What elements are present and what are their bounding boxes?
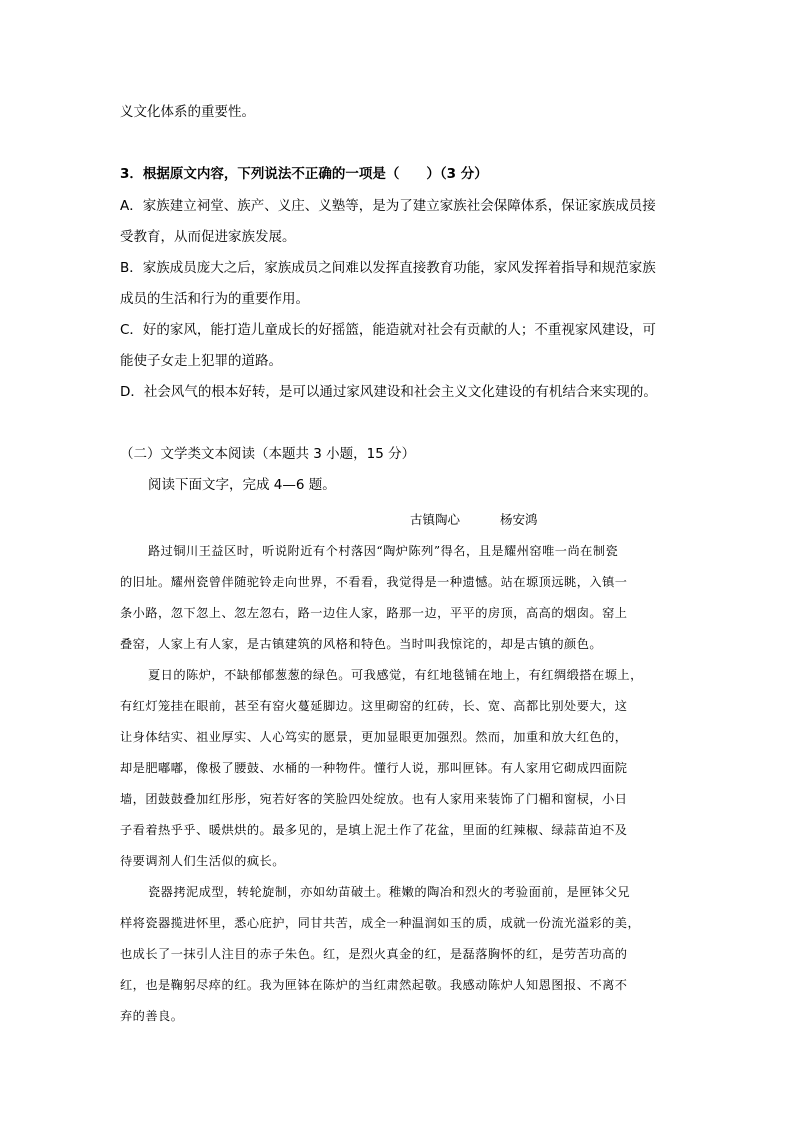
- option-a-line2: 受教育，从而促进家族发展。: [120, 229, 296, 245]
- paragraph-line: 夏日的陈炉，不缺郁郁葱葱的绿色。可我感觉，有红地毯铺在地上，有红绸缎搭在塬上，: [148, 668, 643, 682]
- paragraph-line: 让身体结实、祖业厚实、人心笃实的愿景，更加显眼更加强烈。然而，加重和放大红色的，: [120, 730, 628, 744]
- paragraph-line: 瓷器拷泥成型，转轮旋制，亦如幼苗破土。稚嫩的陶冶和烈火的考验面前，是匣钵父兄: [148, 885, 631, 899]
- article-author: 杨安鸿: [500, 512, 538, 527]
- paragraph-line: 样将瓷器揽进怀里，悉心庇护，同甘共苦，成全一种温润如玉的质，成就一份流光溢彩的美，: [120, 916, 641, 930]
- instruction: 阅读下面文字，完成 4—6 题。: [148, 477, 336, 493]
- paragraph-line: 红，也是鞠躬尽瘁的红。我为匣钵在陈炉的当红肃然起敬。我感动陈炉人知恩图报、不离不: [120, 978, 628, 992]
- paragraph-line: 条小路，忽下忽上、忽左忽右，路一边住人家，路那一边，平平的房顶，高高的烟囱。窑上: [120, 606, 628, 620]
- text-line: 义文化体系的重要性。: [120, 104, 255, 120]
- paragraph-line: 弃的善良。: [120, 1009, 184, 1023]
- option-b-line1: B．家族成员庞大之后，家族成员之间难以发挥直接教育功能，家风发挥着指导和规范家族: [120, 260, 656, 276]
- paragraph-line: 墙，团鼓鼓叠加红彤彤，宛若好客的笑脸四处绽放。也有人家用来装饰了门楣和窗棂，小日: [120, 792, 628, 806]
- paragraph-line: 的旧址。耀州瓷曾伴随驼铃走向世界，不看看，我觉得是一种遗憾。站在塬顶远眺，入镇一: [120, 575, 628, 589]
- section-heading: （二）文学类文本阅读（本题共 3 小题，15 分）: [120, 446, 416, 462]
- option-a-line1: A．家族建立祠堂、族产、义庄、义塾等，是为了建立家族社会保障体系，保证家族成员接: [120, 198, 656, 214]
- paragraph-line: 路过铜川王益区时，听说附近有个村落因“陶炉陈列”得名，且是耀州窑唯一尚在制瓷: [148, 544, 619, 558]
- paragraph-line: 子看着热乎乎、暖烘烘的。最多见的，是填上泥土作了花盆，里面的红辣椒、绿蒜苗迫不及: [120, 823, 628, 837]
- paragraph-line: 也成长了一抹引人注目的赤子朱色。红，是烈火真金的红，是磊落胸怀的红，是劳苦功高的: [120, 947, 628, 961]
- paragraph-line: 待要调剂人们生活似的疯长。: [120, 854, 285, 868]
- article-title: 古镇陶心: [410, 512, 461, 527]
- option-c-line1: C．好的家风，能打造儿童成长的好摇篮，能造就对社会有贡献的人；不重视家风建设，可: [120, 322, 656, 338]
- question-3: 3．根据原文内容，下列说法不正确的一项是（ ）（3 分）: [120, 166, 488, 182]
- paragraph-line: 有红灯笼挂在眼前，甚至有窑火蔓延脚边。这里砌窑的红砖，长、宽、高都比别处要大，这: [120, 699, 628, 713]
- paragraph-line: 却是肥嘟嘟，像极了腰鼓、水桶的一种物件。懂行人说，那叫匣钵。有人家用它砌成四面院: [120, 761, 628, 775]
- option-c-line2: 能使子女走上犯罪的道路。: [120, 353, 282, 369]
- option-d: D．社会风气的根本好转，是可以通过家风建设和社会主义文化建设的有机结合来实现的。: [120, 384, 657, 400]
- paragraph-line: 叠窑，人家上有人家，是古镇建筑的风格和特色。当时叫我惊诧的，却是古镇的颜色。: [120, 637, 603, 651]
- option-b-line2: 成员的生活和行为的重要作用。: [120, 291, 309, 307]
- article-heading: [410, 510, 538, 528]
